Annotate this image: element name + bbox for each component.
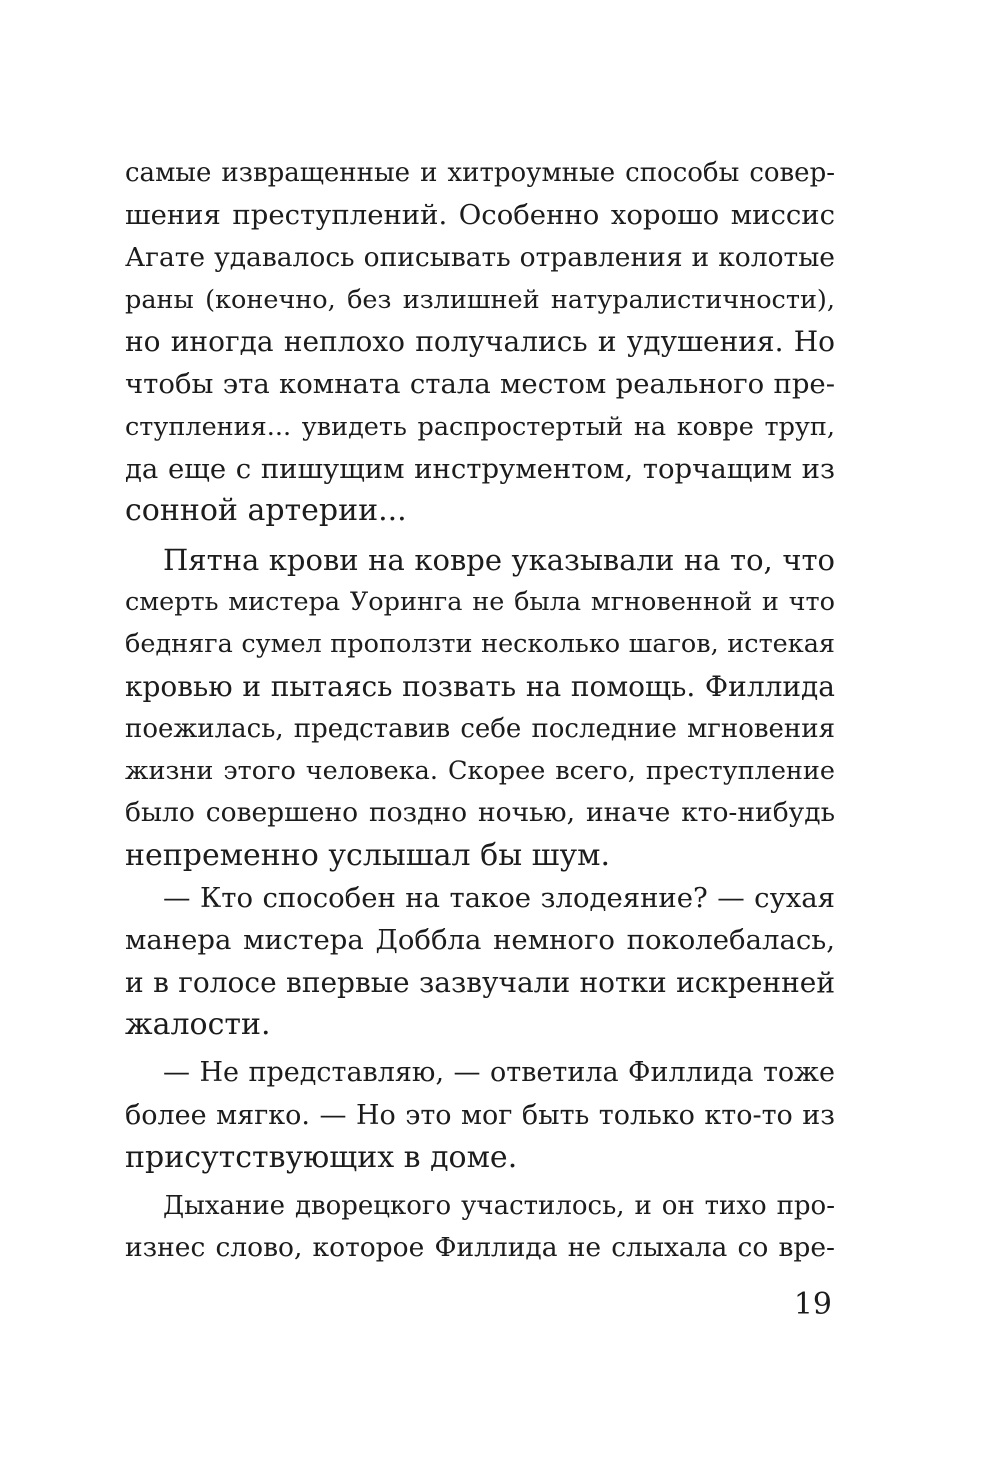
paragraph-4 <box>125 1052 835 1179</box>
text-line: непременно услышал бы шум. <box>125 837 611 873</box>
text-line: чтобы эта комната стала местом реального пре- <box>125 368 835 401</box>
text-line: более мягко. — Но это мог быть только кто-то из <box>125 1099 835 1131</box>
text-line: самые извращенные и хитроумные способы совер- <box>125 158 835 188</box>
text-line: смерть мистера Уоринга не была мгновенной и что <box>125 586 835 617</box>
paragraph-2 <box>125 539 835 877</box>
text-line: было совершено поздно ночью, иначе кто-нибудь <box>125 797 835 829</box>
text-line: да еще с пишущим инструментом, торчащим из <box>125 453 835 486</box>
text-line: жизни этого человека. Скорее всего, преступление <box>125 756 835 787</box>
paragraph-5 <box>125 1185 835 1270</box>
body-text <box>125 152 835 1270</box>
text-line: и в голосе впервые зазвучали нотки искренней <box>125 965 835 999</box>
text-line: Пятна крови на ковре указывали на то, что <box>163 542 835 577</box>
paragraph-1 <box>125 152 835 533</box>
text-line: ступления... увидеть распростертый на ковре труп, <box>125 411 835 442</box>
text-line: шения преступлений. Особенно хорошо миссис <box>125 199 835 232</box>
text-line: изнес слово, которое Филлида не слыхала со вре- <box>125 1232 835 1264</box>
text-line: раны (конечно, без излишней натуралистичности), <box>125 284 835 315</box>
text-line: присутствующих в доме. <box>125 1139 518 1175</box>
page-number: 19 <box>793 1287 832 1322</box>
text-line: манера мистера Доббла немного поколебалась, <box>125 924 835 957</box>
text-line: Агате удавалось описывать отравления и колотые <box>125 241 835 273</box>
text-line: сонной артерии... <box>125 493 407 529</box>
text-line: но иногда неплохо получались и удушения. Но <box>125 325 835 359</box>
text-line: — Кто способен на такое злодеяние? — сухая <box>163 882 835 915</box>
text-line: жалости. <box>125 1006 271 1042</box>
text-line: бедняга сумел проползти несколько шагов, истекая <box>125 629 835 660</box>
text-line: поежилась, представив себе последние мгновения <box>125 713 835 744</box>
text-line: кровью и пытаясь позвать на помощь. Филлида <box>125 669 835 703</box>
text-line: — Не представляю, — ответила Филлида тоже <box>163 1057 835 1089</box>
paragraph-3 <box>125 877 835 1046</box>
text-line: Дыхание дворецкого участилось, и он тихо про- <box>163 1191 835 1222</box>
